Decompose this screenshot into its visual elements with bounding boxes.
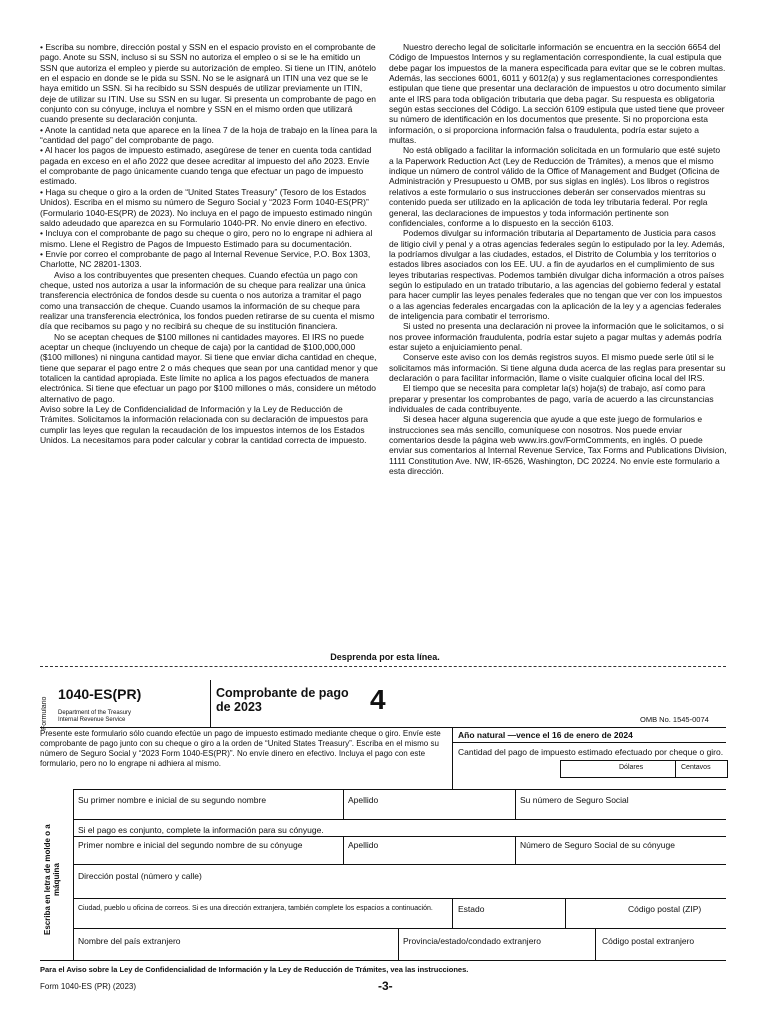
para-penalties: Si usted no presenta una declaración ni provee la información que le solicitamos, o si nos provee información fraudulenta, podría estar sujeto a pagar multas y además podría estar sujeto a enjuiciamiento penal. (389, 321, 724, 352)
amount-label: Cantidad del pago de impuesto estimado efectuado por cheque o giro. (458, 747, 724, 757)
foreign-zip-field[interactable]: Código postal extranjero (602, 936, 695, 946)
para-time: El tiempo que se necesita para completar la(s) hoja(s) de trabajo, así como para preparar y presentar los comprobantes de pago, varía de acuerdo a las circunstancias individuales de cada contribuyente. (389, 383, 714, 415)
zip-field[interactable]: Código postal (ZIP) (628, 904, 702, 914)
omb-number: OMB No. 1545-0074 (640, 715, 709, 724)
cut-line (40, 666, 726, 667)
divider (40, 960, 726, 961)
voucher-title: Comprobante de pago de 2023 (216, 686, 349, 714)
divider (73, 789, 74, 960)
amount-field[interactable] (560, 760, 728, 778)
dept-line-1: Department of the Treasury (58, 710, 132, 716)
divider (452, 898, 453, 928)
spouse-ssn-field[interactable]: Número de Seguro Social de su cónyuge (520, 840, 675, 850)
divider (40, 727, 726, 728)
para-suggestions: Si desea hacer alguna sugerencia que ayude a que este juego de formularios e instrucciones sea más sencillo, comuníquese con nosotros. Nos puede enviar comentarios desde la página web www.irs.gov/FormComments, en inglés. O puede enviar sus comentarios al Internal Revenue Service, Tax Forms and Publications Division, 1111 Constitution Ave. NW, IR-6526, Washington, DC 20224. No envíe este formulario a esta dirección. (389, 414, 727, 477)
para-privacy: Aviso sobre la Ley de Confidencialidad de Información y la Ley de Reducción de Trámites. Solicitamos la información relacionada con su declaración de impuestos para cumplir las leyes que regulan la recaudación de los impuestos internos de los Estados Unidos. La necesitamos para poder calcular y cobrar la cantidad correcta de impuesto. (40, 404, 369, 446)
form-dept (58, 710, 131, 724)
divider (73, 836, 726, 837)
para-legal-right: Nuestro derecho legal de solicitarle información se encuentra en la sección 6654 del Código de Impuestos Internos y su reglamentación correspondiente, la cual estipula que debe pagar los impuestos de la manera especificada para evitar que se le cobren multas. Además, las secciones 6001, 6011 y 6012(a) y sus reglamentaciones correspondientes estipulan que tiene que presentar una declaración de impuestos u otro documento similar ante el IRS para toda obligación tributaria que deba pagar. Su respuesta es obligatoria según estas secciones del Código. La sección 6109 estipula que usted tiene que proveer su número de identificación en los documentos que presente. Si no proporciona esta información, o si proporciona información falsa o fraudulenta, podría estar sujeto a multas. (389, 42, 726, 146)
divider (565, 898, 566, 928)
divider (73, 789, 726, 790)
divider (398, 928, 399, 960)
divider (675, 761, 676, 777)
para-keep-notice: Conserve este aviso con los demás registros suyos. El mismo puede serle útil si le solicitamos más información. Si tiene alguna duda acerca de las reglas para presentar su declaración o para facilitar información, llame o visite cualquier oficina local del IRS. (389, 352, 726, 383)
para-net-amount: • Anote la cantidad neta que aparece en la línea 7 de la hoja de trabajo en la línea para la “cantidad del pago” del comprobante de pago. (40, 124, 378, 146)
divider (210, 680, 211, 728)
city-field[interactable]: Ciudad, pueblo u oficina de correos. Si es una dirección extranjera, también complete los espacios a continuación. (78, 905, 433, 912)
dept-line-2: Internal Revenue Service (58, 717, 126, 723)
voucher-number: 4 (370, 684, 386, 715)
left-column (40, 42, 378, 445)
divider (452, 727, 453, 789)
form-number: 1040-ES(PR) (58, 686, 142, 702)
first-name-field[interactable]: Su primer nombre e inicial de su segundo nombre (78, 795, 267, 805)
joint-note: Si el pago es conjunto, complete la información para su cónyuge. (78, 825, 324, 835)
para-include-check: • Incluya con el comprobante de pago su cheque o giro, pero no lo engrape ni adhiera al mismo. Llene el Registro de Pagos de Impuesto Estimado para su documentación. (40, 228, 373, 249)
page-number: -3- (378, 979, 393, 993)
ssn-field[interactable]: Su número de Seguro Social (520, 795, 629, 805)
divider (343, 836, 344, 864)
divider (515, 789, 516, 819)
divider (595, 928, 596, 960)
cut-label: Desprenda por esta línea. (330, 652, 440, 662)
form-instructions: Presente este formulario sólo cuando efectúe un pago de impuesto estimado mediante cheque o giro. Envíe este comprobante de pago junto con su cheque o giro a la orden de “United States Treasury”. Escriba en el mismo su número de Seguro Social y “2023 Form 1040-ES(PR)”. No envíe dinero en efectivo. Incluya el pago con este formulario, pero no lo engrape ni adhiera al mismo. (40, 729, 441, 768)
spouse-first-name-field[interactable]: Primer nombre e inicial del segundo nombre de su cónyuge (78, 840, 303, 850)
divider (452, 742, 726, 743)
divider (73, 898, 726, 899)
print-or-type-label: Escriba en letra de molde o a máquina (43, 824, 61, 936)
divider (73, 928, 726, 929)
privacy-note: Para el Aviso sobre la Ley de Confidencialidad de Información y la Ley de Reducción de Trámites, vea las instrucciones. (40, 965, 469, 974)
last-name-field[interactable]: Apellido (348, 795, 379, 805)
cents-label: Centavos (681, 764, 711, 771)
para-check-notice: Aviso a los contribuyentes que presenten cheques. Cuando efectúa un pago con cheque, usted nos autoriza a usar la información de su cheque para realizar una única transferencia electrónica de fondos desde su cuenta o nos autoriza a tramitar el pago como una transacción de cheque. Cuando usamos la información de su cheque para realizar una transferencia electrónica, los fondos pueden retirarse de su cuenta el mismo día que recibamos su pago y no recibirá su cheque de su institución financiera. (40, 269, 375, 332)
divider (73, 864, 726, 865)
divider (73, 819, 726, 820)
form-side-label: Formulario (41, 696, 48, 730)
para-mail: • Envíe por correo el comprobante de pago al Internal Revenue Service, P.O. Box 1303, Charlotte, NC 28201-1303. (40, 248, 371, 270)
spouse-last-name-field[interactable]: Apellido (348, 840, 379, 850)
dollars-label: Dólares (619, 764, 644, 771)
address-field[interactable]: Dirección postal (número y calle) (78, 871, 202, 881)
country-field[interactable]: Nombre del país extranjero (78, 936, 181, 946)
divider (343, 789, 344, 819)
province-field[interactable]: Provincia/estado/condado extranjero (403, 936, 541, 946)
state-field[interactable]: Estado (458, 904, 485, 914)
para-overpayment: • Al hacer los pagos de impuesto estimado, asegúrese de tener en cuenta toda cantidad pagada en exceso en el año 2022 que desee acreditar al impuesto del año 2023. Envíe el comprobante de pago únicamente cuando tenga que efectuar un pago de impuesto estimado. (40, 145, 372, 187)
divider (515, 836, 516, 864)
para-disclose: Podemos divulgar su información tributaria al Departamento de Justicia para casos de litigio civil y penal y a otras agencias federales según lo estipulado por la ley. Además, la podríamos divulgar a las ciudades, estados, el Distrito de Columbia y los territorios o estados libres asociados con los EE. UU. a fin de ayudarlos en el cumplimiento de sus leyes tributarias respectivas. Podemos también divulgar dicha información a otros países según lo estipulado en un tratado tributario, a las agencias del gobierno federal y estatal para hacer cumplir las leyes penales federales que no tengan que ver con los impuestos o a las agencias federales encargadas con la aplicación de la ley y a agencias federales de inteligencia para combatir el terrorismo. (389, 228, 725, 321)
para-not-required: No está obligado a facilitar la información solicitada en un formulario que esté sujeto a la Paperwork Reduction Act (Ley de Reducción de Trámites), a menos que el mismo indique un número de control válido de la Office of Management and Budget (Oficina de Administración y Presupuesto u OMB, por sus siglas en inglés). Los libros o registros relativos a este formulario o sus instrucciones deberán ser conservados mientras su contenido pueda ser utilizado en la aplicación de toda ley tributaria federal. Por regla general, las declaraciones de impuestos y toda información pertinente son confidenciales, conforme a lo dispuesto en la sección 6103. (389, 145, 721, 228)
year-due: Año natural —vence el 16 de enero de 2024 (458, 730, 633, 740)
right-column (389, 42, 727, 476)
para-100-million: No se aceptan cheques de $100 millones ni cantidades mayores. El IRS no puede aceptar un cheque (incluyendo un cheque de caja) por la cantidad de $100,000,000 ($100 millones) ni ninguna cantidad mayor. Si tiene que enviar dicha cantidad en cheque, tiene que separar el pago entre 2 o más cheques que sean por una cantidad menor y que totalicen la cantidad apropiada. Este límite no aplica a los pagos efectuados de manera electrónica. Si tiene que efectuar un pago por $100 millones o más, considere un método alternativo de pago. (40, 331, 378, 404)
para-check-order: • Haga su cheque o giro a la orden de “United States Treasury” (Tesoro de los Estados Unidos). Escriba en el mismo su número de Seguro Social y “2023 Form 1040-ES(PR)” (Formulario 1040-ES(PR) de 2023). No incluya en el pago de impuesto estimado ningún saldo adeudado que aparezca en su Formulario 1040-PR. No envíe dinero en efectivo. (40, 186, 373, 228)
footer-form-name: Form 1040-ES (PR) (2023) (40, 982, 137, 991)
para-ssn: • Escriba su nombre, dirección postal y SSN en el espacio provisto en el comprobante de pago. Anote su SSN, incluso si su SSN no autoriza el empleo o si se le ha emitido un SSN que autoriza el empleo y pierde su autorización de empleo. Si tiene un ITIN, anótelo en el espacio en donde se le pida su SSN. No se le asignará un ITIN una vez que se le haya emitido un SSN. Si ha recibido su SSN después de utilizar previamente un ITIN, deje de utilizar su ITIN. Use su SSN en su lugar. Si presenta un comprobante de pago en conjunto con su cónyuge, incluya el nombre y SSN en el mismo orden que utilizará cuando presente su declaración conjunta. (40, 42, 376, 125)
